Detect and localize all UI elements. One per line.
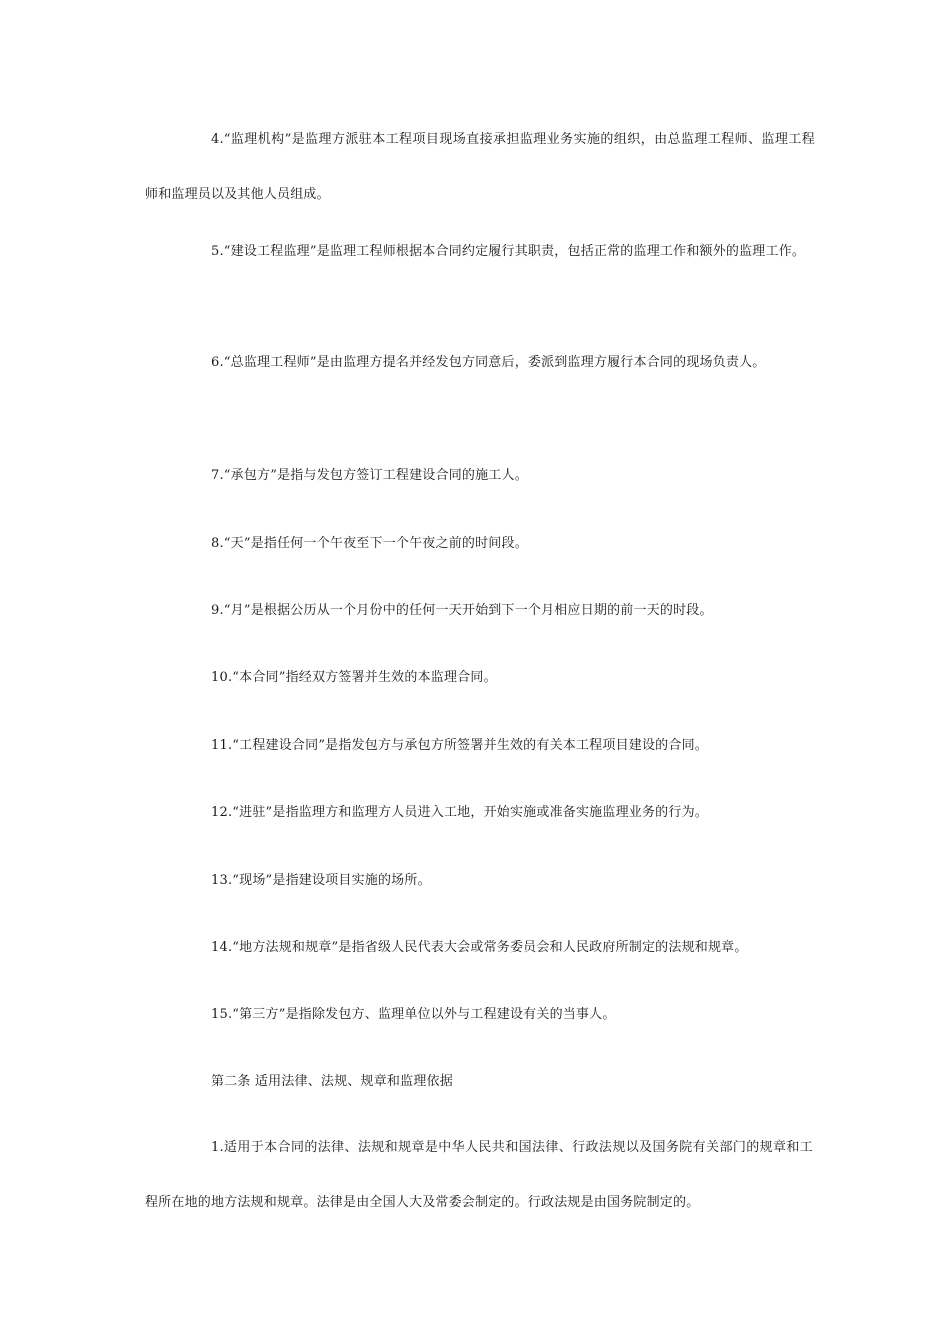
paragraph-def-15: 15.“第三方”是指除发包方、监理单位以外与工程建设有关的当事人。 — [211, 1007, 616, 1022]
paragraph-def-11: 11.“工程建设合同”是指发包方与承包方所签署并生效的有关本工程项目建设的合同。 — [211, 738, 708, 753]
paragraph-def-6: 6.“总监理工程师”是由监理方提名并经发包方同意后，委派到监理方履行本合同的现场负责人。 — [211, 355, 766, 370]
paragraph-def-10: 10.“本合同”指经双方签署并生效的本监理合同。 — [211, 670, 497, 685]
paragraph-applicable-law-1: 1.适用于本合同的法律、法规和规章是中华人民共和国法律、行政法规以及国务院有关部门的规章和工程所在地的地方法规和规章。法律是由全国人大及常委会制定的。行政法规是由国务院制定的。 — [145, 1140, 813, 1210]
paragraph-def-14: 14.“地方法规和规章”是指省级人民代表大会或常务委员会和人民政府所制定的法规和规章。 — [211, 940, 748, 955]
paragraph-def-9: 9.“月”是根据公历从一个月份中的任何一天开始到下一个月相应日期的前一天的时段。 — [211, 603, 713, 618]
paragraph-def-13: 13.“现场”是指建设项目实施的场所。 — [211, 873, 431, 888]
paragraph-def-4: 4.“监理机构”是监理方派驻本工程项目现场直接承担监理业务实施的组织，由总监理工程师、监理工程师和监理员以及其他人员组成。 — [145, 132, 815, 202]
paragraph-def-8: 8.“天”是指任何一个午夜至下一个午夜之前的时间段。 — [211, 536, 528, 551]
paragraph-def-7: 7.“承包方”是指与发包方签订工程建设合同的施工人。 — [211, 468, 528, 483]
paragraph-def-12: 12.“进驻”是指监理方和监理方人员进入工地，开始实施或准备实施监理业务的行为。 — [211, 805, 708, 820]
paragraph-def-5: 5.“建设工程监理”是监理工程师根据本合同约定履行其职责，包括正常的监理工作和额外的监理工作。 — [211, 244, 806, 259]
section-heading-article-2: 第二条 适用法律、法规、规章和监理依据 — [211, 1074, 453, 1089]
